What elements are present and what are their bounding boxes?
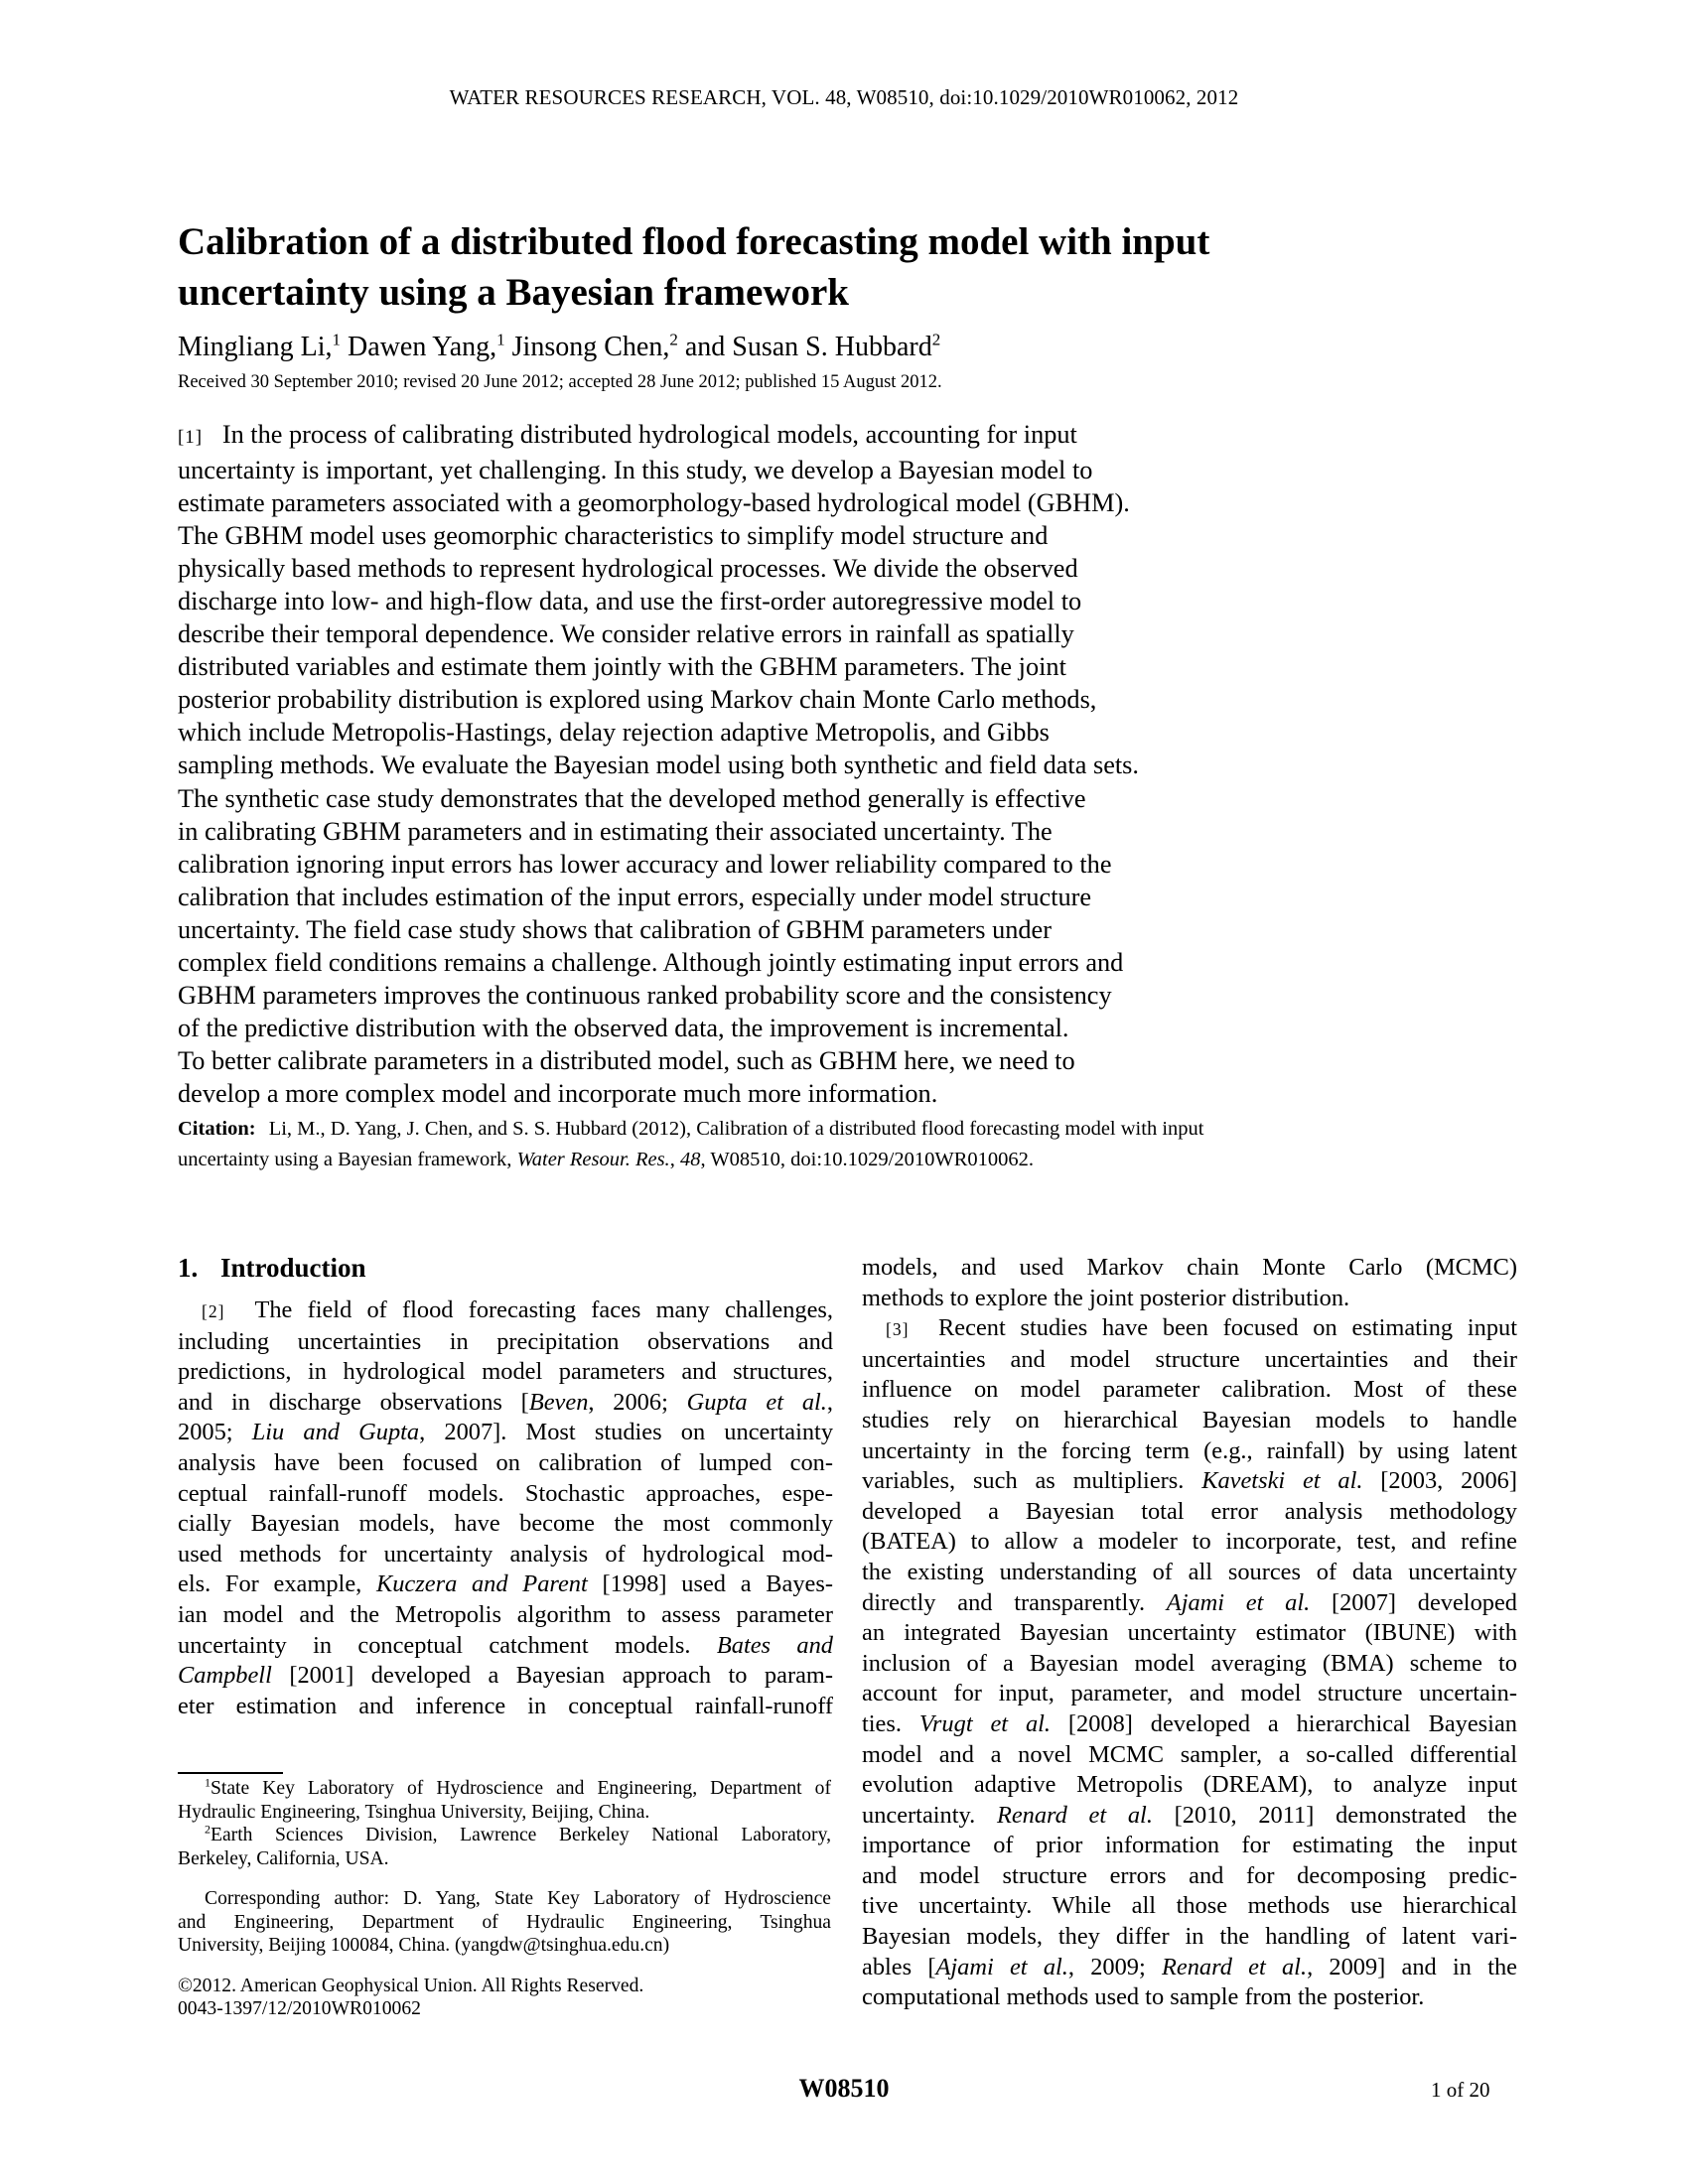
paragraph-number: [2]	[202, 1301, 225, 1321]
text-segment: studies rely on hierarchical Bayesian models to handle	[862, 1406, 1517, 1433]
text-segment: [2010, 2011] demonstrated the	[1152, 1801, 1517, 1829]
text-segment: uncertainty in conceptual catchment models.	[178, 1631, 717, 1659]
abstract-line: develop a more complex model and incorporate much more information.	[178, 1078, 938, 1108]
text-line	[862, 1801, 1517, 1832]
text-segment: an integrated Bayesian uncertainty estimator (IBUNE) with	[862, 1619, 1517, 1647]
text-segment: variables, such as multipliers.	[862, 1467, 1202, 1495]
issn-code: 0043-1397/12/2010WR010062	[178, 1998, 421, 2019]
text-line	[178, 1600, 833, 1631]
citation-author: Bates and	[716, 1631, 833, 1659]
text-segment: the existing understanding of all sources of data uncertainty	[862, 1558, 1517, 1585]
text-line	[862, 1740, 1517, 1771]
citation-author: Liu and Gupta	[251, 1419, 420, 1446]
text-line	[862, 1436, 1517, 1467]
citation-author: Vrugt et al.	[918, 1709, 1052, 1737]
text-line	[178, 1418, 833, 1448]
text-segment: uncertainty in the forcing term (e.g., rainfall) by using latent	[862, 1436, 1517, 1464]
text-line	[178, 1357, 833, 1388]
text-segment: , 2009] and in the	[1307, 1953, 1517, 1980]
abstract-line: [1] In the process of calibrating distributed hydrological models, accounting for input	[178, 420, 1077, 449]
text-line	[862, 1466, 1517, 1497]
paragraph-3	[862, 1313, 1517, 2013]
text-segment: , 2006;	[588, 1388, 687, 1416]
text-line	[862, 1649, 1517, 1680]
text-line	[178, 1296, 833, 1327]
section-number: 1.	[178, 1253, 199, 1283]
text-segment: ian model and the Metropolis algorithm to assess parameter	[178, 1600, 833, 1628]
text-line	[178, 1692, 833, 1722]
footnote-line: $^2$Earth Sciences Division, Lawrence Berkeley National Laboratory,	[205, 1822, 831, 1845]
paragraph-number: [1]	[178, 427, 204, 448]
abstract-line: To better calibrate parameters in a distributed model, such as GBHM here, we need to	[178, 1045, 1075, 1075]
abstract-line: in calibrating GBHM parameters and in estimating their associated uncertainty. The	[178, 816, 1053, 846]
text-segment: 2005;	[178, 1419, 252, 1446]
abstract-line: complex field conditions remains a challenge. Although jointly estimating input errors and	[178, 947, 1124, 977]
paragraph-2	[178, 1296, 833, 1721]
footnote-line: Berkeley, California, USA.	[178, 1847, 389, 1869]
footer-page-number: 1 of 20	[1431, 2078, 1490, 2102]
author-name: Jinsong Chen,	[504, 332, 670, 362]
footnote-line: University, Beijing 100084, China. (yangdw@tsinghua.edu.cn)	[178, 1935, 670, 1956]
citation-line	[178, 1114, 1469, 1145]
text-line	[862, 1861, 1517, 1892]
text-line	[862, 1253, 1517, 1284]
text-segment: (BATEA) to allow a modeler to incorporate, test, and refine	[862, 1528, 1517, 1556]
text-segment: models, and used Markov chain Monte Carlo (MCMC)	[862, 1254, 1517, 1281]
text-segment: computational methods used to sample from the posterior.	[862, 1983, 1425, 2011]
title-line: Calibration of a distributed flood forecasting model with input	[178, 220, 1210, 263]
author-name: Mingliang Li,	[178, 332, 333, 362]
affiliation-mark: 1	[496, 330, 505, 349]
citation-journal: Water Resour. Res.	[516, 1149, 670, 1170]
citation-author: Renard et al.	[996, 1801, 1153, 1829]
running-head: WATER RESOURCES RESEARCH, VOL. 48, W08510, doi:10.1029/2010WR010062, 2012	[449, 85, 1239, 109]
received-dates: Received 30 September 2010; revised 20 June 2012; accepted 28 June 2012; published 15 August 2012.	[178, 372, 942, 392]
text-line	[178, 1388, 833, 1419]
abstract-line: calibration ignoring input errors has lower accuracy and lower reliability compared to the	[178, 849, 1112, 879]
text-segment: developed a Bayesian total error analysis methodology	[862, 1497, 1517, 1525]
citation-author: Ajami et al.	[1166, 1588, 1311, 1616]
text-line	[862, 1406, 1517, 1436]
text-segment: directly and transparently.	[862, 1588, 1167, 1616]
citation-author: Kavetski et al.	[1201, 1467, 1363, 1495]
left-column	[178, 1253, 833, 1721]
copyright-notice: ©2012. American Geophysical Union. All Rights Reserved.	[178, 1975, 644, 1996]
text-segment: tive uncertainty. While all those methods use hierarchical	[862, 1892, 1517, 1920]
text-line	[862, 1313, 1517, 1345]
citation-label: Citation:	[178, 1118, 256, 1140]
text-segment: model and a novel MCMC sampler, a so-called differential	[862, 1740, 1517, 1768]
text-line	[862, 1831, 1517, 1861]
text-segment: and in discharge observations [	[178, 1388, 529, 1416]
text-segment: , 2007]. Most studies on uncertainty	[419, 1419, 834, 1446]
abstract-line: discharge into low- and high-flow data, and use the first-order autoregressive model to	[178, 587, 1082, 616]
text-line	[862, 1953, 1517, 1983]
text-segment: and model structure errors and for decomposing predic-	[862, 1861, 1517, 1889]
section-heading-introduction	[178, 1253, 833, 1283]
abstract-line: distributed variables and estimate them jointly with the GBHM parameters. The joint	[178, 652, 1066, 682]
footnote-rule	[178, 1772, 283, 1774]
affiliation-mark: 2	[931, 330, 941, 349]
affiliation-mark: 2	[669, 330, 678, 349]
text-line	[862, 1375, 1517, 1406]
right-column	[862, 1253, 1517, 2013]
text-line	[862, 1527, 1517, 1558]
affiliation-mark: 1	[332, 330, 342, 349]
abstract-line: The synthetic case study demonstrates that the developed method generally is effective	[178, 783, 1086, 813]
text-line	[178, 1631, 833, 1662]
citation-text: Li, M., D. Yang, J. Chen, and S. S. Hubbard (2012), Calibration of a distributed flood forecasting model with input	[268, 1118, 1204, 1140]
citation-volume: 48	[679, 1149, 701, 1170]
text-segment: cially Bayesian models, have become the most commonly	[178, 1510, 833, 1538]
text-segment: els. For example,	[178, 1570, 376, 1598]
text-segment: analysis have been focused on calibration of lumped con-	[178, 1448, 833, 1476]
abstract-line: uncertainty is important, yet challenging. In this study, we develop a Bayesian model to	[178, 456, 1093, 485]
footnote-mark: 2	[205, 1822, 211, 1837]
text-line	[862, 1709, 1517, 1740]
abstract-line: GBHM parameters improves the continuous ranked probability score and the consistency	[178, 980, 1112, 1010]
text-line	[862, 1284, 1517, 1314]
text-segment: eter estimation and inference in conceptual rainfall-runoff	[178, 1692, 833, 1719]
text-segment: methods to explore the joint posterior distribution.	[862, 1284, 1350, 1311]
text-segment: evolution adaptive Metropolis (DREAM), to analyze input	[862, 1771, 1517, 1799]
text-line	[178, 1327, 833, 1358]
text-segment: Recent studies have been focused on estimating input	[938, 1314, 1518, 1342]
text-segment: [1998] used a Bayes-	[587, 1570, 833, 1598]
text-line	[178, 1570, 833, 1600]
text-line	[862, 1891, 1517, 1922]
text-line	[862, 1770, 1517, 1801]
text-line	[178, 1540, 833, 1570]
citation-author: Campbell	[178, 1662, 272, 1690]
footnote-mark: 1	[205, 1775, 211, 1790]
text-line	[862, 1982, 1517, 2013]
text-line	[862, 1345, 1517, 1376]
footnote-line: Corresponding author: D. Yang, State Key Laboratory of Hydroscience	[205, 1888, 831, 1909]
footnote-line: $^1$State Key Laboratory of Hydroscience and Engineering, Department of	[205, 1775, 831, 1799]
footnote-line: and Engineering, Department of Hydraulic Engineering, Tsinghua	[178, 1911, 831, 1933]
abstract-line: uncertainty. The field case study shows that calibration of GBHM parameters under	[178, 914, 1052, 944]
text-line	[862, 1679, 1517, 1709]
article-title	[178, 216, 1469, 318]
text-line	[862, 1922, 1517, 1953]
abstract-line: describe their temporal dependence. We consider relative errors in rainfall as spatially	[178, 619, 1074, 649]
text-segment: ables [	[862, 1953, 936, 1980]
citation-text: uncertainty using a Bayesian framework,	[178, 1149, 517, 1170]
text-line	[862, 1618, 1517, 1649]
citation-line	[178, 1145, 1469, 1175]
text-segment: , 2009;	[1067, 1953, 1163, 1980]
text-segment: uncertainties and model structure uncertainties and their	[862, 1345, 1517, 1373]
paragraph-number: [3]	[886, 1319, 910, 1340]
abstract-line: posterior probability distribution is explored using Markov chain Monte Carlo methods,	[178, 685, 1097, 715]
text-segment: influence on model parameter calibration. Most of these	[862, 1376, 1517, 1404]
footnotes	[178, 1777, 831, 2021]
text-line	[862, 1558, 1517, 1588]
text-segment: [2007] developed	[1310, 1588, 1517, 1616]
abstract	[178, 418, 1369, 1110]
text-segment: account for input, parameter, and model structure uncertain-	[862, 1680, 1517, 1707]
text-segment: including uncertainties in precipitation observations and	[178, 1327, 833, 1355]
citation-author: Renard et al.	[1162, 1953, 1308, 1980]
citation-separator: ,	[669, 1149, 680, 1170]
author-name: Dawen Yang,	[341, 332, 497, 362]
citation	[178, 1114, 1469, 1175]
abstract-line: The GBHM model uses geomorphic characteristics to simplify model structure and	[178, 521, 1049, 551]
abstract-line: which include Metropolis-Hastings, delay rejection adaptive Metropolis, and Gibbs	[178, 718, 1050, 748]
spacer	[178, 1870, 831, 1887]
citation-author: Gupta et al.	[686, 1388, 827, 1416]
text-line	[862, 1497, 1517, 1528]
author-list	[178, 331, 940, 364]
abstract-line: sampling methods. We evaluate the Bayesian model using both synthetic and field data sets.	[178, 751, 1139, 780]
section-title: Introduction	[220, 1253, 366, 1283]
text-segment: The field of flood forecasting faces many challenges,	[254, 1297, 833, 1323]
text-segment: predictions, in hydrological model parameters and structures,	[178, 1358, 833, 1386]
abstract-line: calibration that includes estimation of the input errors, especially under model structure	[178, 882, 1092, 911]
text-line	[178, 1661, 833, 1692]
text-segment: ceptual rainfall-runoff models. Stochastic approaches, espe-	[178, 1479, 833, 1507]
footer-article-id: W08510	[798, 2074, 890, 2103]
citation-text: , W08510, doi:10.1029/2010WR010062.	[700, 1149, 1035, 1170]
footnote-line: Hydraulic Engineering, Tsinghua University, Beijing, China.	[178, 1801, 650, 1823]
text-line	[178, 1479, 833, 1510]
text-segment: [2001] developed a Bayesian approach to param-	[271, 1662, 833, 1690]
text-segment: used methods for uncertainty analysis of hydrological mod-	[178, 1540, 833, 1568]
text-line	[178, 1509, 833, 1540]
text-segment: inclusion of a Bayesian model averaging (BMA) scheme to	[862, 1649, 1517, 1677]
author-name: and Susan S. Hubbard	[677, 332, 932, 362]
text-line	[862, 1588, 1517, 1619]
abstract-line: of the predictive distribution with the observed data, the improvement is incremental.	[178, 1013, 1069, 1042]
citation-author: Beven	[528, 1388, 589, 1416]
text-segment: ,	[826, 1388, 833, 1416]
text-segment: Bayesian models, they differ in the handling of latent vari-	[862, 1923, 1517, 1951]
title-line: uncertainty using a Bayesian framework	[178, 271, 849, 314]
abstract-line: physically based methods to represent hydrological processes. We divide the observed	[178, 554, 1078, 584]
abstract-line: estimate parameters associated with a geomorphology-based hydrological model (GBHM).	[178, 488, 1130, 518]
spacer	[178, 1958, 831, 1975]
citation-author: Ajami et al.	[935, 1953, 1068, 1980]
text-segment: uncertainty.	[862, 1801, 997, 1829]
paragraph-2-continued	[862, 1253, 1517, 1313]
text-segment: importance of prior information for estimating the input	[862, 1832, 1517, 1859]
text-segment: ties.	[862, 1709, 919, 1737]
text-line	[178, 1448, 833, 1479]
text-segment: [2008] developed a hierarchical Bayesian	[1051, 1709, 1517, 1737]
citation-author: Kuczera and Parent	[375, 1570, 588, 1598]
text-segment: [2003, 2006]	[1362, 1467, 1517, 1495]
